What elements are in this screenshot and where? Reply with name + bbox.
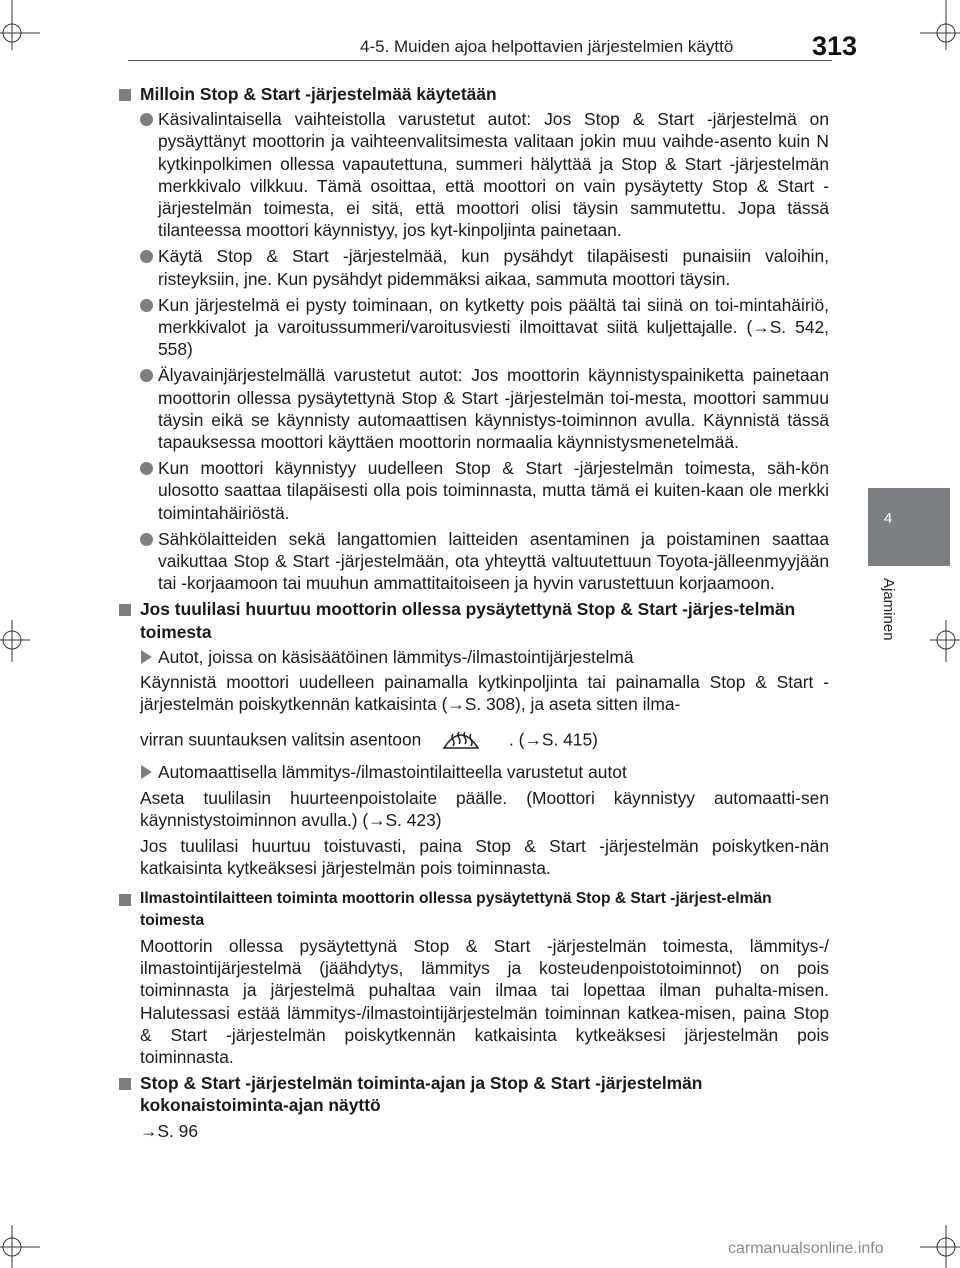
section-heading: Jos tuulilasi huurtuu moottorin ollessa pysäytettynä Stop & Start -järjes-telmän toimesta: [118, 598, 829, 642]
chapter-label-text: Ajaminen: [880, 578, 897, 641]
chapter-label: [873, 578, 897, 658]
chapter-tab: [868, 488, 950, 566]
paragraph: Moottorin ollessa pysäytettynä Stop & Start -järjestelmän toimesta, lämmitys-/ ilmastointijärjestelmä (jäähdytys, lämmitys ja kosteudenpoistotoiminnot) on pois toiminnasta ja järjestelmä puhaltaa vain ilmaa tai lopettaa ilman puhalta-misen. Halutessasi estää lämmitys-/ilmastointijärjestelmän toiminnan katkea-misen, paina Stop & Start -järjestelmän poiskytkennän katkaisinta kytkeäksesi järjestelmän pois toiminnasta.: [140, 935, 829, 1067]
page-reference: →S. 96: [140, 1120, 198, 1141]
circle-bullet-icon: [140, 113, 153, 126]
paragraph: Aseta tuulilasin huurteenpoistolaite päälle. (Moottori käynnistyy automaatti-sen käynnistystoiminnon avulla.) (→S. 423): [140, 787, 829, 830]
square-bullet-icon: [119, 894, 131, 906]
chapter-number: 4: [883, 510, 893, 527]
bullet-item: Käytä Stop & Start -järjestelmää, kun pysähdyt tilapäisesti punaisiin valoihin, risteyksiin, jne. Kun pysähdyt pidemmäksi aikaa, sammuta moottori täysin.: [118, 245, 829, 289]
triangle-bullet-icon: [141, 650, 152, 664]
square-bullet-icon: [119, 604, 131, 616]
subsection-title: Automaattisella lämmitys-/ilmastointilaitteella varustetut autot: [118, 761, 829, 783]
circle-bullet-icon: [140, 250, 153, 263]
windshield-defrost-icon: [440, 726, 482, 754]
section-heading: Milloin Stop & Start -järjestelmää käytetään: [118, 83, 829, 105]
triangle-bullet-icon: [141, 765, 152, 779]
bullet-item: Sähkölaitteiden sekä langattomien laitteiden asentaminen ja poistaminen saattaa vaikuttaa Stop & Start -järjestelmään, ota yhteyttä valtuutettuun Toyota-jälleenmyyjään tai -korjaamoon tai muuhun ammattitaitoiseen ja hyvin varustettuun korjaamoon.: [118, 528, 829, 595]
section-heading: Ilmastointilaitteen toiminta moottorin ollessa pysäytettynä Stop & Start -järjest-elmän toimesta: [118, 888, 829, 932]
header-divider: [128, 60, 832, 61]
circle-bullet-icon: [140, 533, 153, 546]
bullet-item: Kun moottori käynnistyy uudelleen Stop & Start -järjestelmän toimesta, säh-kön ulosotto saattaa tilapäisesti olla pois toiminnasta, mutta tämä ei kuiten-kaan ole merkki toimintahäiriöstä.: [118, 457, 829, 524]
square-bullet-icon: [119, 89, 131, 101]
square-bullet-icon: [119, 1078, 131, 1090]
circle-bullet-icon: [140, 462, 153, 475]
circle-bullet-icon: [140, 299, 153, 312]
section-heading: Stop & Start -järjestelmän toiminta-ajan ja Stop & Start -järjestelmän kokonaistoiminta-ajan näyttö: [118, 1072, 829, 1116]
header-section-title: 4-5. Muiden ajoa helpottavien järjestelmien käyttö: [360, 37, 734, 56]
page-content: [118, 83, 829, 1146]
paragraph: Käynnistä moottori uudelleen painamalla kytkinpoljinta tai painamalla Stop & Start -järjestelmän poiskytkennän katkaisinta (→S. 308), ja aseta sitten ilma-: [140, 672, 829, 715]
page-number: 313: [812, 31, 858, 61]
subsection-title: Autot, joissa on käsisäätöinen lämmitys-/ilmastointijärjestelmä: [118, 646, 829, 668]
circle-bullet-icon: [140, 369, 153, 382]
paragraph-with-icon: virran suuntauksen valitsin asentoon . (→S. 415): [118, 723, 829, 753]
paragraph: Jos tuulilasi huurtuu toistuvasti, paina Stop & Start -järjestelmän poiskytken-nän katkaisinta kytkeäksesi järjestelmän pois toiminnasta.: [140, 836, 829, 879]
bullet-item: Kun järjestelmä ei pysty toiminaan, on kytketty pois päältä tai siinä on toi-mintahäiriö, merkkivalot ja varoitussummeri/varoitusviesti ilmoittavat siitä kuljettajalle. (→S. 542, 558): [118, 294, 829, 361]
footer-watermark: carmanualsonline.info: [728, 1240, 884, 1257]
bullet-item: Käsivalintaisella vaihteistolla varustetut autot: Jos Stop & Start -järjestelmä on pysäyttänyt moottorin ja vaihteenvalitsimesta valitaan jokin muu vaihde-asento kuin N kytkinpolkimen ollessa vapautettuna, summeri hälyttää ja Stop & Start -järjestelmän merkkivalo vilkkuu. Tämä osoittaa, että moottori on vain pysäytetty Stop & Start -järjestelmän toimesta, ei sitä, että moottori olisi täysin sammutettu. Jopa tässä tilanteessa moottori käynnistyy, jos kyt-kinpoljinta painetaan.: [118, 108, 829, 241]
bullet-item: Älyavainjärjestelmällä varustetut autot: Jos moottorin käynnistyspainiketta painetaan moottorin ollessa pysäytettynä Stop & Start -järjestelmän toi-mesta, moottori sammuu täysin eikä se käynnisty automaattisen käynnistys-toiminnon avulla. Käynnistä tässä tapauksessa moottori käyttäen moottorin normaalia käynnistysmenetelmää.: [118, 364, 829, 453]
